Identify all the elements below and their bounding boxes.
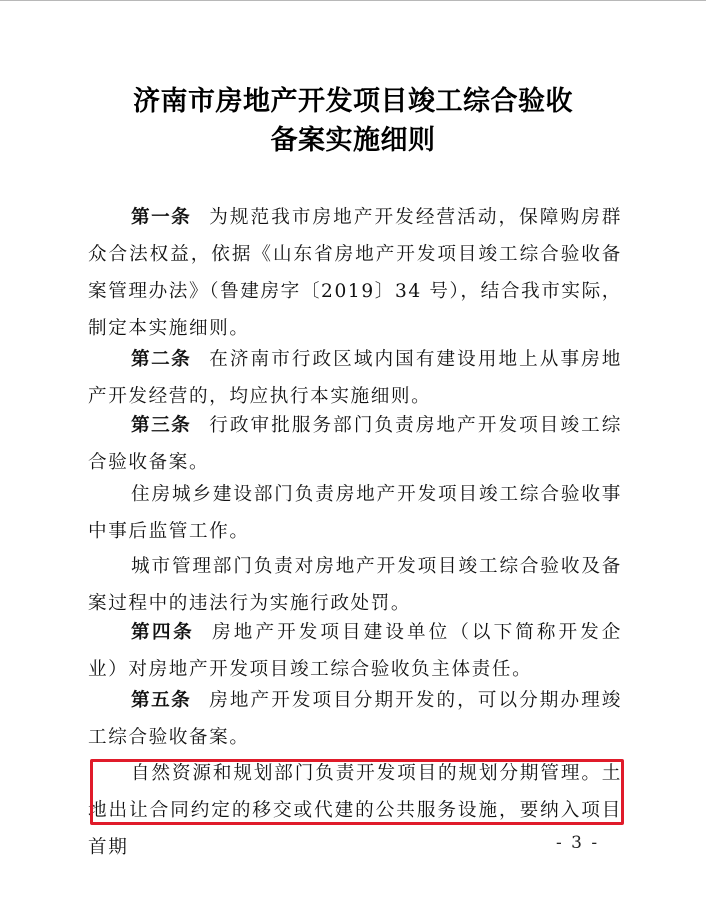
paragraph-article-3	[88, 407, 622, 481]
paragraph-text: 自然资源和规划部门负责开发项目的规划分期管理。土地出让合同约定的移交或代建的公共服务设施，要纳入项目首期	[88, 763, 622, 858]
paragraph-text: 住房城乡建设部门负责房地产开发项目竣工综合验收事中事后监管工作。	[88, 484, 622, 542]
paragraph-text: 在济南市行政区域内国有建设用地上从事房地产开发经营的，均应执行本实施细则。	[88, 349, 622, 407]
article-label: 第五条	[131, 690, 192, 711]
article-label: 第一条	[131, 207, 192, 228]
document-title-line-1: 济南市房地产开发项目竣工综合验收	[133, 86, 573, 117]
article-label: 第三条	[131, 415, 192, 436]
paragraph-text: 房地产开发项目分期开发的，可以分期办理竣工综合验收备案。	[88, 690, 622, 748]
paragraph-text: 为规范我市房地产开发经营活动，保障购房群众合法权益，依据《山东省房地产开发项目竣工综合验收备案管理办法》（鲁建房字〔2019〕34 号），结合我市实际，制定本实施细则。	[88, 207, 622, 339]
paragraph-text: 城市管理部门负责对房地产开发项目竣工综合验收及备案过程中的违法行为实施行政处罚。	[88, 556, 622, 614]
page-number: - 3 -	[556, 833, 600, 853]
highlight-annotation-box	[90, 759, 624, 825]
paragraph-article-4	[88, 614, 622, 688]
document-title-line-2: 备案实施细则	[270, 125, 436, 156]
paragraph-text: 行政审批服务部门负责房地产开发项目竣工综合验收备案。	[88, 415, 622, 473]
paragraph-text: 房地产开发项目建设单位（以下简称开发企业）对房地产开发项目竣工综合验收负主体责任。	[88, 622, 622, 680]
paragraph-urban-management	[88, 548, 622, 622]
article-label: 第二条	[131, 349, 192, 370]
paragraph-housing-dept	[88, 476, 622, 550]
article-label: 第四条	[131, 622, 195, 643]
paragraph-article-2	[88, 341, 622, 415]
paragraph-article-5	[88, 682, 622, 756]
paragraph-article-1	[88, 199, 622, 347]
